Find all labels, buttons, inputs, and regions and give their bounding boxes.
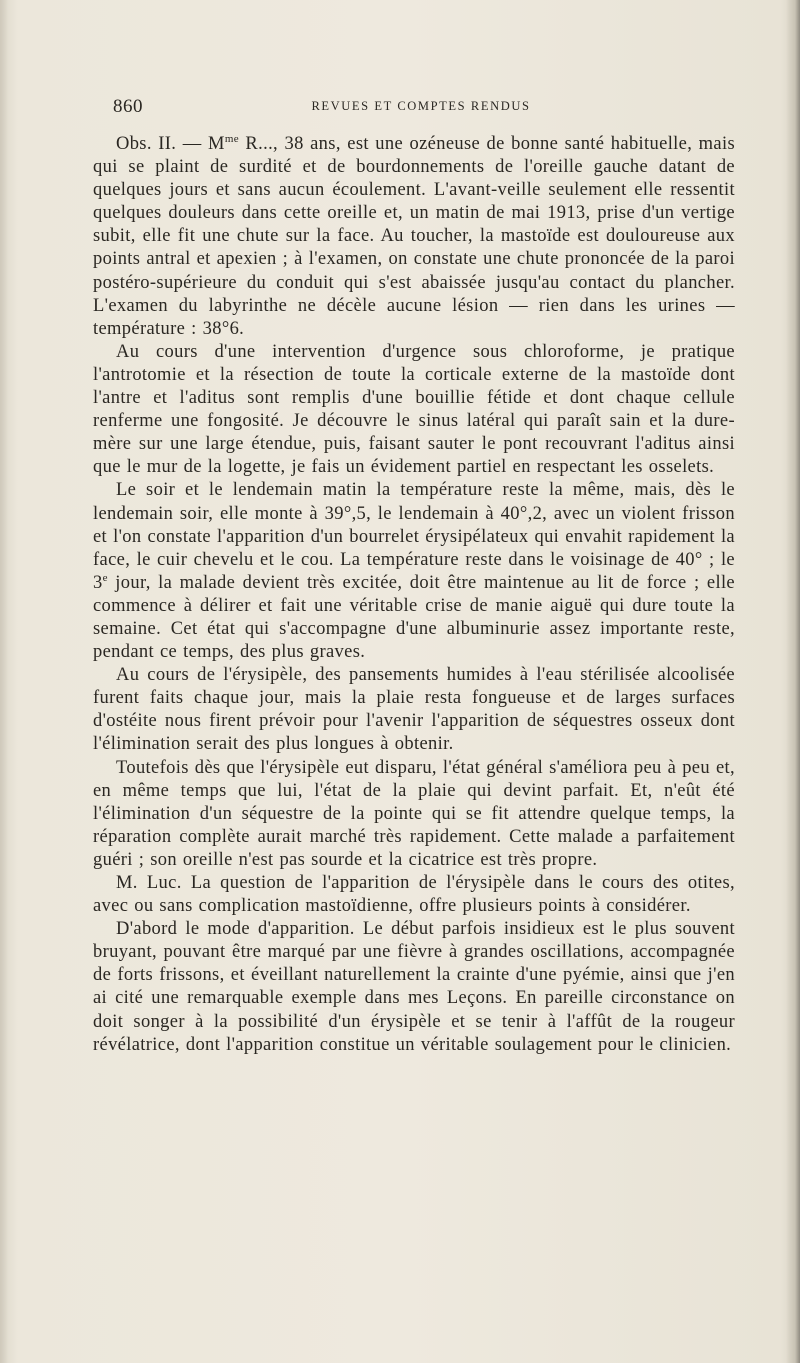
- journal-title: REVUES ET COMPTES RENDUS: [311, 99, 531, 113]
- paragraph-fever: Le soir et le lendemain matin la température reste la même, mais, dès le lendemain soir, elle monte à 39°,5, le lendemain à 40°,2, avec un violent frisson et l'on constate l'apparition d'un bourrelet érysipélateux qui envahit rapidement la face, le cuir chevelu et le cou. La température reste dans le voisinage de 40° ; le 3e jour, la malade devient très excitée, doit être maintenue au lit de force ; elle commence à délirer et fait une véritable crise de manie aiguë qui dure toute la semaine. Cet état qui s'accompagne d'une albuminurie assez importante reste, pendant ce temps, des plus graves.: [93, 480, 735, 663]
- running-head: [113, 96, 729, 120]
- article-body: [93, 133, 735, 1057]
- paragraph-dressings: Au cours de l'érysipèle, des pansements humides à l'eau stérilisée alcoolisée furent faits chaque jour, mais la plaie resta fongueuse et de larges surfaces d'ostéite nous firent prévoir pour l'avenir l'apparition de séquestres osseux dont l'élimination serait des plus longues à obtenir.: [93, 665, 735, 755]
- paragraph-luc-question: M. Luc. La question de l'apparition de l'érysipèle dans le cours des otites, avec ou sans complication mastoïdienne, offre plusieurs points à considérer.: [93, 873, 735, 917]
- paragraph-observation: Obs. II. — $M^{me}$ R..., 38 ans, est une ozéneuse de bonne santé habituelle, mais qui se plaint de surdité et de bourdonnements de l'oreille gauche datant de quelques jours et sans aucun écoulement. L'avant-veille seulement elle ressentit quelques douleurs dans cette oreille et, un matin de mai 1913, prise d'un vertige subit, elle fit une chute sur la face. Au toucher, la mastoïde est douloureuse aux points antral et apexien ; à l'examen, on constate une chute prononcée de la paroi postéro-supérieure du conduit qui s'est abaissée jusqu'au contact du plancher. L'examen du labyrinthe ne décèle aucune lésion — rien dans les urines — température : 38°6.: [93, 132, 735, 339]
- paragraph-intervention: Au cours d'une intervention d'urgence sous chloroforme, je pratique l'antrotomie et la résection de toute la corticale externe de la mastoïde dont l'antre et l'aditus sont remplis d'une bouillie fétide et dont chaque cellule renferme une fongosité. Je découvre le sinus latéral qui paraît sain et la dure-mère sur une large étendue, puis, faisant sauter le pont recouvrant l'aditus ainsi que le mur de la logette, je fais un évidement partiel en respectant les osselets.: [93, 341, 735, 478]
- scan-shadow-right: [786, 0, 800, 1363]
- paragraph-recovery: Toutefois dès que l'érysipèle eut disparu, l'état général s'améliora peu à peu et, en même temps que lui, l'état de la plaie qui devint parfait. Et, n'eût été l'élimination d'un séquestre de la pointe qui se fit attendre quelque temps, la réparation complète aurait marché très rapidement. Cette malade a parfaitement guéri ; son oreille n'est pas sourde et la cicatrice est très propre.: [93, 757, 735, 870]
- page-number: 860: [113, 96, 143, 117]
- paragraph-onset: D'abord le mode d'apparition. Le début parfois insidieux est le plus souvent bruyant, pouvant être marqué par une fièvre à grandes oscillations, accompagnée de forts frissons, et éveillant naturellement la crainte d'une pyémie, ainsi que j'en ai cité une remarquable exemple dans mes Leçons. En pareille circonstance on doit songer à la possibilité d'un érysipèle et se tenir à l'affût de la rougeur révélatrice, dont l'apparition constitue un véritable soulagement pour le clinicien.: [93, 919, 735, 1055]
- scan-shadow-left: [0, 0, 8, 1363]
